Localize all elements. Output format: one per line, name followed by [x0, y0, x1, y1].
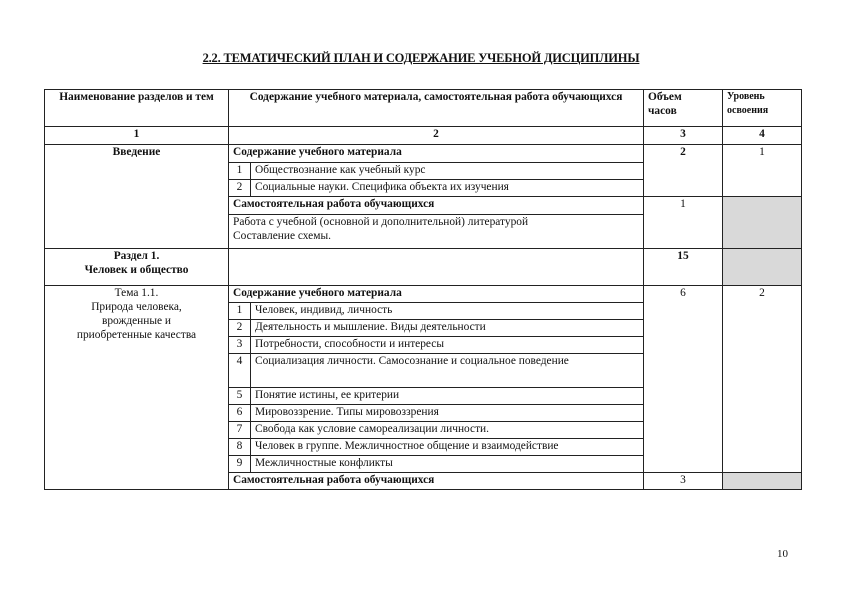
topic11-hours: 6: [644, 286, 723, 473]
header-content: Содержание учебного материала, самостоятельная работа обучающихся: [229, 90, 644, 127]
topic11-self-header: Самостоятельная работа обучающихся: [229, 473, 644, 490]
document-title: 2.2. ТЕМАТИЧЕСКИЙ ПЛАН И СОДЕРЖАНИЕ УЧЕБНОЙ ДИСЦИПЛИНЫ: [202, 51, 640, 65]
topic11-content-header: Содержание учебного материала: [229, 286, 644, 303]
intro-self-text: Работа с учебной (основной и дополнительной) литературой Составление схемы.: [229, 215, 644, 249]
intro-content-header-row: [45, 145, 802, 163]
col-number: 4: [723, 127, 802, 145]
col-number: 2: [229, 127, 644, 145]
intro-level: 1: [723, 145, 802, 197]
item-text: Потребности, способности и интересы: [251, 337, 644, 354]
item-text: Человек в группе. Межличностное общение и взаимодействие: [251, 439, 644, 456]
item-text: Социализация личности. Самосознание и социальное поведение: [251, 354, 644, 388]
header-row: [45, 90, 802, 127]
intro-name: Введение: [45, 145, 229, 249]
item-text: Обществознание как учебный курс: [251, 163, 644, 180]
item-number: 2: [229, 180, 251, 197]
item-text: Межличностные конфликты: [251, 456, 644, 473]
item-text: Человек, индивид, личность: [251, 303, 644, 320]
section1-name: Раздел 1. Человек и общество: [45, 249, 229, 286]
intro-hours: 2: [644, 145, 723, 197]
section1-content: [229, 249, 644, 286]
item-text: Социальные науки. Специфика объекта их изучения: [251, 180, 644, 197]
col-number: 1: [45, 127, 229, 145]
section1-hours: 15: [644, 249, 723, 286]
intro-content-header: Содержание учебного материала: [229, 145, 644, 163]
shaded-cell: [723, 249, 802, 286]
topic11-level: 2: [723, 286, 802, 473]
item-number: 4: [229, 354, 251, 388]
item-text: Мировоззрение. Типы мировоззрения: [251, 405, 644, 422]
item-number: 6: [229, 405, 251, 422]
item-text: Деятельность и мышление. Виды деятельности: [251, 320, 644, 337]
item-number: 8: [229, 439, 251, 456]
shaded-cell: [723, 473, 802, 490]
topic11-content-header-row: [45, 286, 802, 303]
column-numbers-row: [45, 127, 802, 145]
header-sections: Наименование разделов и тем: [45, 90, 229, 127]
section1-row: [45, 249, 802, 286]
item-number: 3: [229, 337, 251, 354]
item-text: Понятие истины, ее критерии: [251, 388, 644, 405]
header-level: Уровень освоения: [723, 90, 802, 127]
topic11-name: Тема 1.1. Природа человека, врожденные и приобретенные качества: [45, 286, 229, 490]
item-number: 2: [229, 320, 251, 337]
item-number: 1: [229, 163, 251, 180]
page-number: 10: [777, 548, 788, 560]
header-hours: Объем часов: [644, 90, 723, 127]
thematic-plan-table: [44, 89, 802, 490]
item-number: 1: [229, 303, 251, 320]
item-number: 9: [229, 456, 251, 473]
item-number: 5: [229, 388, 251, 405]
intro-self-header: Самостоятельная работа обучающихся: [229, 197, 644, 215]
intro-self-hours: 1: [644, 197, 723, 249]
item-text: Свобода как условие самореализации личности.: [251, 422, 644, 439]
topic11-self-hours: 3: [644, 473, 723, 490]
shaded-cell: [723, 197, 802, 249]
item-number: 7: [229, 422, 251, 439]
col-number: 3: [644, 127, 723, 145]
